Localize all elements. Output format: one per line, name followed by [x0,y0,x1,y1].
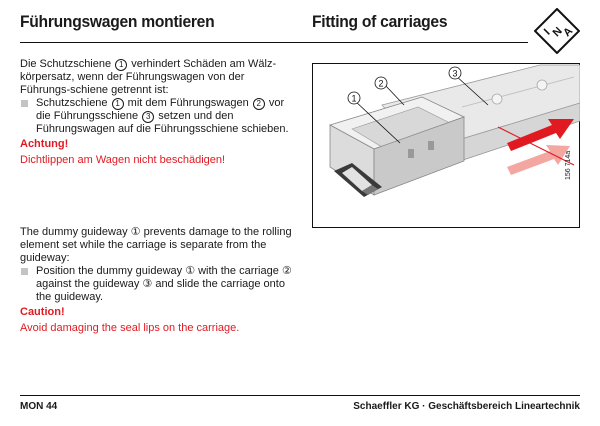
logo-letter-i: I [541,26,553,38]
logo-letter-n: N [550,25,565,40]
footer-rule [20,395,580,396]
logo-letter-a: A [561,25,576,40]
page-number: MON 44 [20,401,58,412]
callout-ref-1: 1 [112,98,124,110]
german-step: Schutzschiene 1 mit dem Führungswagen 2 vor die Führungsschiene 3 setzen und den Führungswagen auf die Führungsschiene schieben. [20,97,290,136]
english-section [20,226,300,335]
english-step: Position the dummy guideway ① with the carriage ② against the guideway ③ and slide the carriage onto the guideway. [20,265,300,304]
bullet-square-icon [21,100,28,107]
figure-callout-3: 3 [452,68,458,79]
callout-ref-1: 1 [115,59,127,71]
callout-ref-2: 2 [253,98,265,110]
ina-logo [534,8,580,54]
german-caution-text: Dichtlippen am Wagen nicht beschädigen! [20,154,226,166]
english-caution-text: Avoid damaging the seal lips on the carriage. [20,322,240,334]
publisher: Schaeffler KG · Geschäftsbereich Lineartechnik [353,401,580,412]
bullet-square-icon [21,268,28,275]
page-title-english: Fitting of carriages [312,12,448,31]
header-rule [20,42,528,43]
carriage-illustration [312,63,580,228]
english-caution-title: Caution! [20,306,65,318]
figure-id: 156 714a [565,150,572,180]
figure-callout-1: 1 [351,93,357,104]
english-intro: The dummy guideway ① prevents damage to the rolling element set while the carriage is separate from the guideway: [20,226,292,264]
callout-ref-3: 3 [142,111,154,123]
german-caution-title: Achtung! [20,138,69,150]
german-section [20,58,290,167]
page-title-german: Führungswagen montieren [20,12,215,31]
german-intro: Die Schutzschiene 1 verhindert Schäden am Wälz-körpersatz, wenn der Führungswagen von der Führungs-schiene getrennt ist: [20,58,277,96]
figure-callout-2: 2 [378,78,384,89]
